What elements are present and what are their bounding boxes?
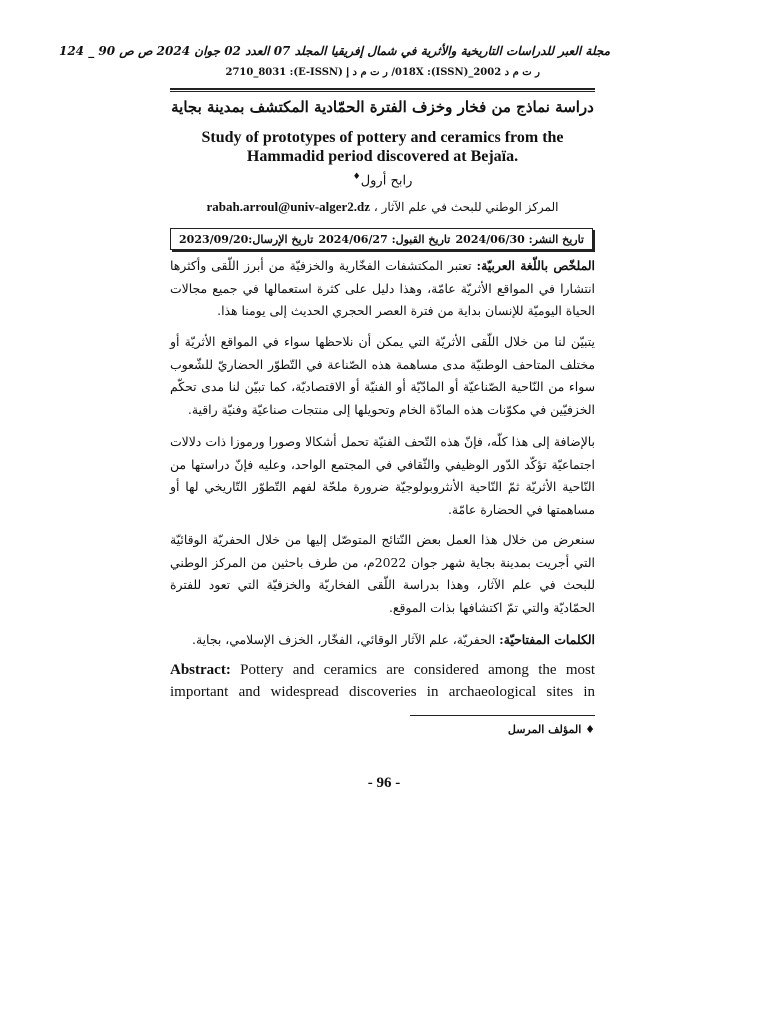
abstract-en-label: Abstract:: [170, 662, 231, 678]
footnote: [400, 723, 595, 736]
header-rule-thin: [170, 91, 595, 92]
abstract-english: [170, 659, 595, 703]
keywords-label: الكلمات المفتاحيّة:: [499, 632, 595, 647]
affiliation-text: المركز الوطني للبحث في علم الآثار ،: [373, 200, 559, 214]
abstract-paragraph-4: سنعرض من خلال هذا العمل بعض النّتائج المتوصّل إليها من خلال الحفريّة الوقائيّة التي أجريت بمدينة بجاية شهر جوان 2022م، من طرف باحثين من المركز الوطني للبحث في علم الآثار، وهذا بدراسة اللّقى الفخاريّة والخزفيّة التي تعود للفترة الحمّاديّة والتي تمّ اكتشافها بذات الموقع.: [170, 532, 595, 615]
footnote-mark: ♦: [585, 723, 595, 736]
affiliation: [170, 199, 595, 215]
page-number: - 96 -: [367, 775, 401, 791]
abstract-p1-text: تعتبر المكتشفات الفخّارية والخزفيّة من أبرز اللّقى وأكثرها انتشارا في المواقع الأثريّة عامّة، وهذا دليل على كثرة استعمالها في جميع مجالات الحياة اليوميّة للإنسان بداية من فترة العصر الحجري الحديث إلى يومنا هذا.: [170, 258, 595, 318]
date-published: تاريخ النشر: 2024/06/30: [455, 232, 584, 246]
footnote-text: المؤلف المرسل: [507, 723, 582, 736]
author-name: رابح أرول: [360, 173, 413, 189]
dates-box: [170, 228, 593, 250]
abstract-label: الملخّص باللّغة العربيّة:: [476, 258, 595, 273]
keywords-text: الحفريّة، علم الآثار الوقائي، الفخّار، الخزف الإسلامي، بجاية.: [192, 632, 496, 647]
author: [170, 172, 595, 188]
keywords: [170, 629, 595, 652]
date-sent: تاريخ الإرسال:2023/09/20: [179, 232, 314, 246]
header-rule: [170, 88, 595, 90]
journal-header: مجلة العبر للدراسات التاريخية والأثرية في شمال إفريقيا المجلد 07 العدد 02 جوان 2024 ص ص 90 _ 124: [58, 44, 610, 58]
issn-line: ر ت م د 2002_018X :(ISSN)/ ر ت م د إ (E-ISSN): 2710_8031: [225, 67, 540, 78]
title-arabic: دراسة نماذج من فخار وخزف الفترة الحمّادية المكتشف بمدينة بجاية: [171, 98, 594, 116]
abstract-paragraph-1: [170, 255, 595, 323]
abstract-paragraph-3: بالإضافة إلى هذا كلّه، فإنّ هذه التّحف الفنيّة تحمل أشكالا وصورا ورموزا ذات دلالات اجتماعيّة تؤكّد الدّور الوظيفي والثّقافي في المجتمع الواحد، وعليه فإنّ دراستها من النّاحية الأثريّة ثمّ النّاحية الأنثروبولوجيّة ضرورة ملحّة لفهم التّطوّر التّاريخي لها أو مساهمتها في الحضارة عامّة.: [170, 434, 595, 517]
date-accepted: تاريخ القبول: 2024/06/27: [318, 232, 451, 246]
author-email[interactable]: rabah.arroul@univ-alger2.dz: [206, 199, 371, 214]
abstract-paragraph-2: يتبيّن لنا من خلال اللّقى الأثريّة التي يمكن أن نلاحظها سواء في المواقع الأثريّة أو مختلف المتاحف الوطنيّة مدى مساهمة هذه الصّناعة في التّطوّر الحضاريّ للشّعوب سواء من النّاحية الصّناعيّة أو المادّيّة أو الفنيّة أو الاقتصاديّة، كما تبيّن لنا مدى تحكّم الخزفيّين في مكوّنات هذه المادّة الخام وتحويلها إلى منتجات صناعيّة وفنيّة راقية.: [170, 334, 595, 417]
author-mark: ♦: [352, 172, 361, 182]
footnote-rule: [410, 715, 595, 716]
title-english: Study of prototypes of pottery and ceramics from the Hammadid period discovered at Bejaïa.: [201, 129, 564, 165]
abstract-en-text: Pottery and ceramics are considered among the most important and widespread discoveries in archaeological sites in: [170, 662, 595, 700]
